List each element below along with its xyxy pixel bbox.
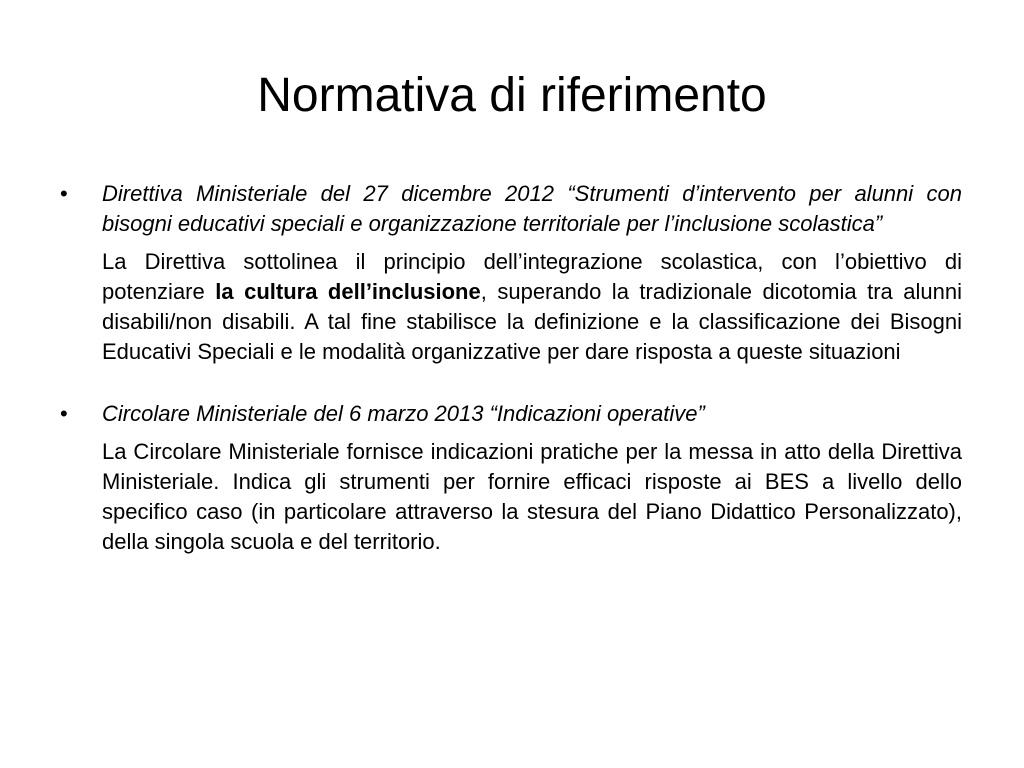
bullet-paragraph: La Circolare Ministeriale fornisce indicazioni pratiche per la messa in atto della Direttiva Ministeriale. Indica gli strumenti per fornire efficaci risposte ai BES a livello dello specifico caso (in particolare attraverso la stesura del Piano Didattico Personalizzato), della singola scuola e del territorio.: [102, 439, 962, 554]
bullet-paragraph: [102, 247, 962, 367]
slide-content: [58, 179, 962, 557]
bullet-dot-icon: •: [60, 181, 68, 206]
slide-title: Normativa di riferimento: [257, 69, 767, 122]
bullet-heading: Circolare Ministeriale del 6 marzo 2013 “Indicazioni operative”: [102, 401, 705, 426]
bullet-item-circular: [58, 399, 962, 557]
bullet-item-directive: [58, 179, 962, 367]
paragraph-text: La Direttiva sottolinea il principio dell’integrazione scolastica, con l’obiettivo di potenziare: [102, 249, 962, 304]
bullet-dot-icon: •: [60, 401, 68, 426]
bullet-heading: Direttiva Ministeriale del 27 dicembre 2012 “Strumenti d’intervento per alunni con bisogni educativi speciali e organizzazione territoriale per l’inclusione scolastica”: [102, 181, 962, 236]
paragraph-text: , superando la tradizionale dicotomia tra alunni disabili/non disabili. A tal fine stabilisce la definizione e la classificazione dei Bisogni Educativi Speciali e le modalità organizzative per dare risposta a queste situazioni: [102, 279, 962, 364]
paragraph-emphasis: la cultura dell’inclusione: [215, 279, 481, 304]
